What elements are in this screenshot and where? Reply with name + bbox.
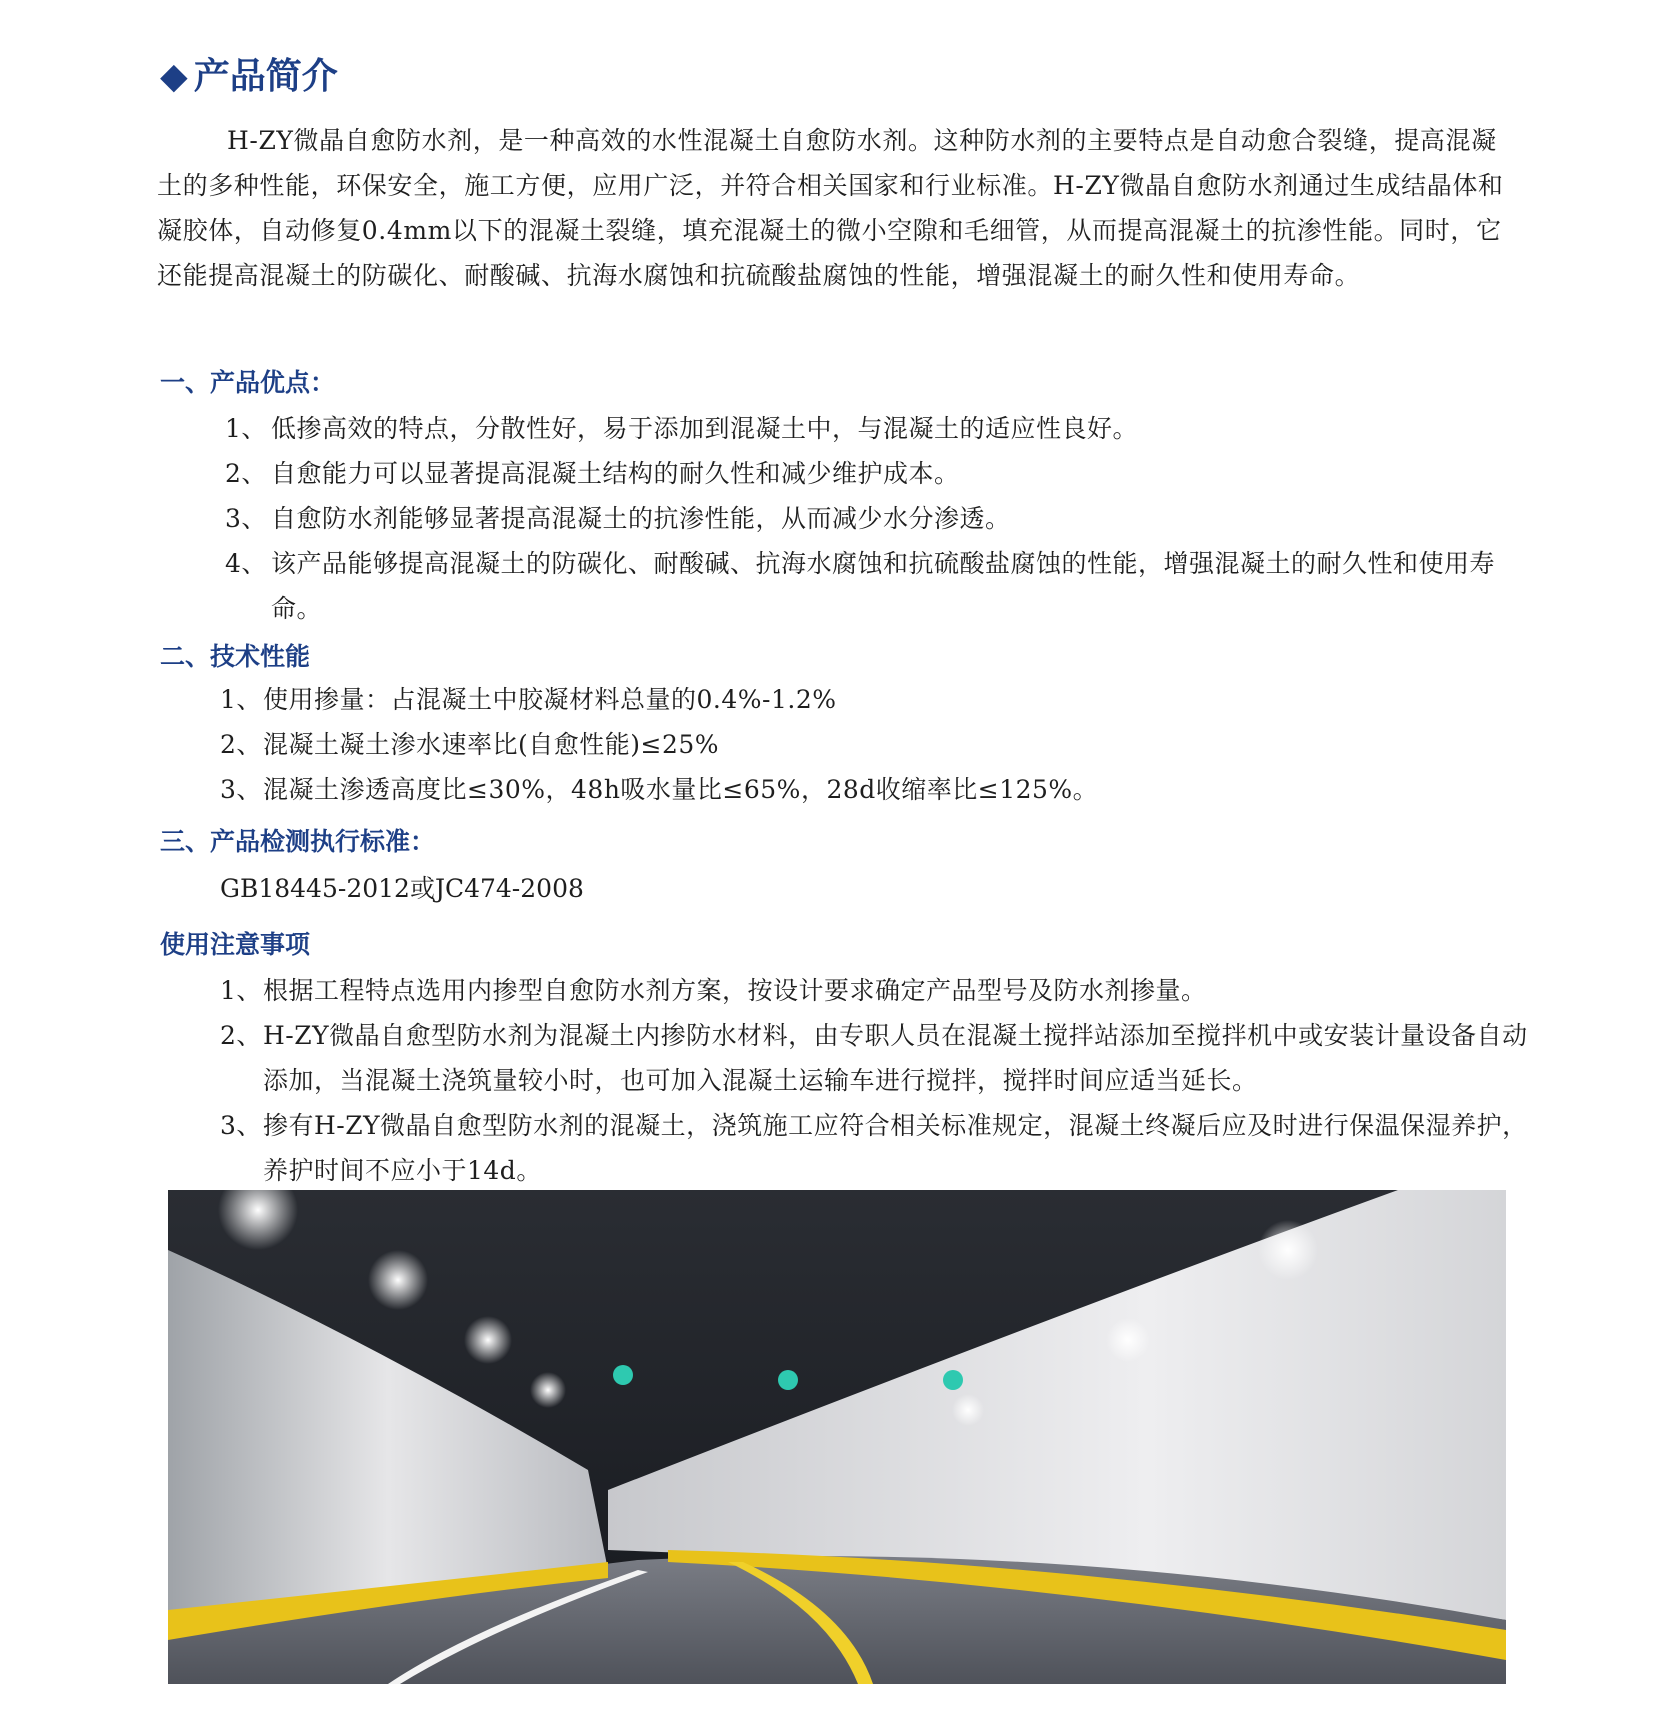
ceiling-light	[1106, 1318, 1150, 1362]
list-item-number: 1、	[225, 414, 267, 443]
list-item	[220, 722, 1520, 767]
intro-paragraph	[157, 118, 1517, 298]
ceiling-light	[464, 1316, 512, 1364]
diamond-bullet-icon: ◆	[160, 56, 188, 97]
lane-signal	[613, 1365, 633, 1385]
performance-heading: 二、技术性能	[160, 642, 311, 671]
list-item-number: 1、	[220, 976, 262, 1005]
list-item	[225, 541, 1515, 631]
ceiling-light	[952, 1394, 984, 1426]
notes-heading: 使用注意事项	[160, 930, 311, 959]
ceiling-light	[368, 1250, 428, 1310]
page-title	[160, 52, 338, 102]
page-title-text: 产品简介	[193, 56, 338, 97]
list-item-text: 掺有H-ZY微晶自愈型防水剂的混凝土，浇筑施工应符合相关标准规定，混凝土终凝后应及时进行保温保湿养护，养护时间不应小于14d。	[263, 1111, 1528, 1185]
list-item-number: 3、	[220, 1111, 262, 1140]
list-item	[225, 451, 1515, 496]
tunnel-photo	[168, 1190, 1506, 1684]
list-item-text: 自愈防水剂能够显著提高混凝土的抗渗性能，从而减少水分渗透。	[271, 504, 1011, 533]
list-item	[220, 1103, 1550, 1193]
list-item-number: 3、	[220, 775, 262, 804]
list-item-text: 低掺高效的特点，分散性好，易于添加到混凝土中，与混凝土的适应性良好。	[271, 414, 1139, 443]
list-item-number: 3、	[225, 504, 267, 533]
list-item-text: 使用掺量：占混凝土中胶凝材料总量的0.4%-1.2%	[263, 685, 837, 714]
lane-signal	[778, 1370, 798, 1390]
ceiling-light	[530, 1372, 566, 1408]
advantages-list	[225, 406, 1515, 631]
list-item	[225, 406, 1515, 451]
standard-text: GB18445-2012或JC474-2008	[220, 874, 584, 903]
list-item	[220, 677, 1520, 722]
notes-list	[220, 968, 1550, 1193]
list-item-number: 2、	[225, 459, 267, 488]
tunnel-illustration	[168, 1190, 1506, 1684]
advantages-heading: 一、产品优点：	[160, 368, 336, 397]
ceiling-light	[1258, 1220, 1318, 1280]
list-item-number: 1、	[220, 685, 262, 714]
list-item-text: 该产品能够提高混凝土的防碳化、耐酸碱、抗海水腐蚀和抗硫酸盐腐蚀的性能，增强混凝土的耐久性和使用寿命。	[271, 549, 1496, 623]
list-item	[220, 968, 1550, 1013]
performance-list	[220, 677, 1520, 812]
standard-heading: 三、产品检测执行标准：	[160, 827, 436, 856]
list-item-text: 混凝土渗透高度比≤30%，48h吸水量比≤65%，28d收缩率比≤125%。	[263, 775, 1099, 804]
list-item-text: 自愈能力可以显著提高混凝土结构的耐久性和减少维护成本。	[271, 459, 960, 488]
lane-signal	[943, 1370, 963, 1390]
intro-text: H-ZY微晶自愈防水剂，是一种高效的水性混凝土自愈防水剂。这种防水剂的主要特点是自动愈合裂缝，提高混凝土的多种性能，环保安全，施工方便，应用广泛，并符合相关国家和行业标准。H-ZY微晶自愈防水剂通过生成结晶体和凝胶体，自动修复0.4mm以下的混凝土裂缝，填充混凝土的微小空隙和毛细管，从而提高混凝土的抗渗性能。同时，它还能提高混凝土的防碳化、耐酸碱、抗海水腐蚀和抗硫酸盐腐蚀的性能，增强混凝土的耐久性和使用寿命。	[157, 126, 1504, 290]
list-item-text: H-ZY微晶自愈型防水剂为混凝土内掺防水材料，由专职人员在混凝土搅拌站添加至搅拌机中或安装计量设备自动添加，当混凝土浇筑量较小时，也可加入混凝土运输车进行搅拌，搅拌时间应适当延长。	[263, 1021, 1528, 1095]
list-item	[220, 1013, 1550, 1103]
list-item-number: 4、	[225, 549, 267, 578]
list-item	[220, 767, 1520, 812]
list-item	[225, 496, 1515, 541]
list-item-text: 根据工程特点选用内掺型自愈防水剂方案，按设计要求确定产品型号及防水剂掺量。	[263, 976, 1207, 1005]
list-item-text: 混凝土凝土渗水速率比(自愈性能)≤25%	[263, 730, 720, 759]
list-item-number: 2、	[220, 1021, 262, 1050]
list-item-number: 2、	[220, 730, 262, 759]
